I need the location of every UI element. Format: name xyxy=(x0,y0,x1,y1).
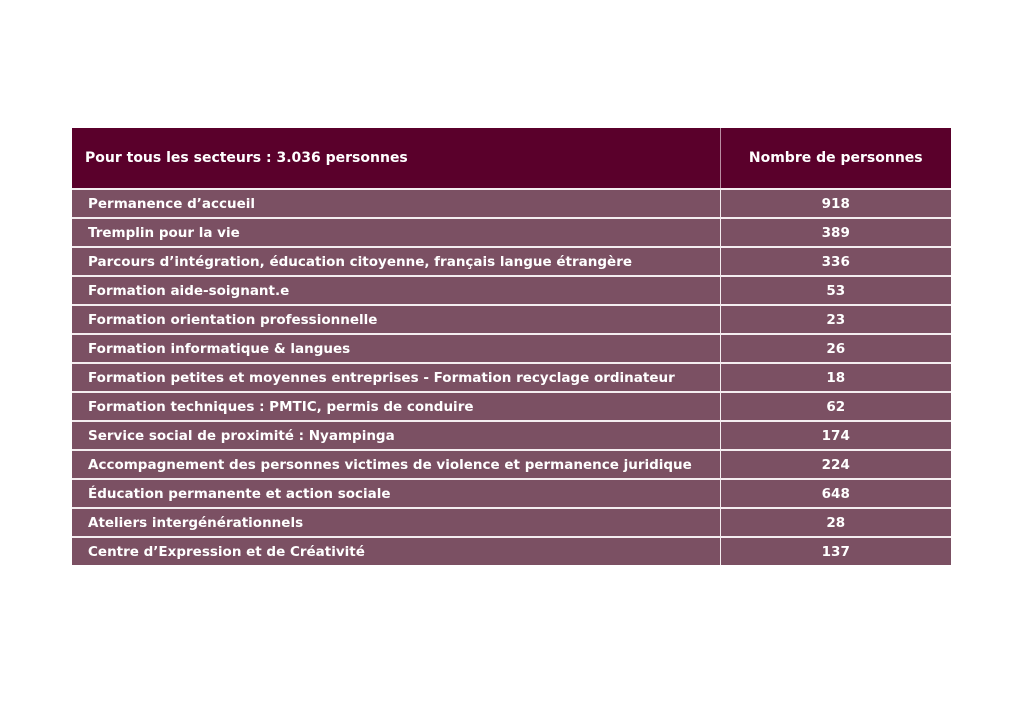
row-value: 918 xyxy=(720,189,951,218)
table-row xyxy=(72,392,951,421)
header-people-count: Nombre de personnes xyxy=(720,128,951,189)
table-row xyxy=(72,450,951,479)
row-label: Formation techniques : PMTIC, permis de conduire xyxy=(72,392,720,421)
row-label: Centre d’Expression et de Créativité xyxy=(72,537,720,565)
table-row xyxy=(72,479,951,508)
row-label: Formation orientation professionnelle xyxy=(72,305,720,334)
table-row xyxy=(72,218,951,247)
row-label: Éducation permanente et action sociale xyxy=(72,479,720,508)
row-value: 28 xyxy=(720,508,951,537)
table-row xyxy=(72,508,951,537)
row-label: Formation petites et moyennes entreprises - Formation recyclage ordinateur xyxy=(72,363,720,392)
row-label: Formation aide-soignant.e xyxy=(72,276,720,305)
table-row xyxy=(72,247,951,276)
row-value: 62 xyxy=(720,392,951,421)
table-row xyxy=(72,421,951,450)
row-value: 18 xyxy=(720,363,951,392)
row-value: 224 xyxy=(720,450,951,479)
row-label: Tremplin pour la vie xyxy=(72,218,720,247)
row-value: 648 xyxy=(720,479,951,508)
table-row xyxy=(72,537,951,565)
row-label: Parcours d’intégration, éducation citoyenne, français langue étrangère xyxy=(72,247,720,276)
table-row xyxy=(72,189,951,218)
row-value: 174 xyxy=(720,421,951,450)
table-row xyxy=(72,363,951,392)
row-label: Formation informatique & langues xyxy=(72,334,720,363)
row-label: Permanence d’accueil xyxy=(72,189,720,218)
row-label: Ateliers intergénérationnels xyxy=(72,508,720,537)
table-header-row xyxy=(72,128,951,189)
table-row xyxy=(72,334,951,363)
row-value: 26 xyxy=(720,334,951,363)
row-label: Service social de proximité : Nyampinga xyxy=(72,421,720,450)
table-row xyxy=(72,276,951,305)
row-value: 137 xyxy=(720,537,951,565)
header-sectors-total: Pour tous les secteurs : 3.036 personnes xyxy=(72,128,720,189)
table-row xyxy=(72,305,951,334)
row-value: 53 xyxy=(720,276,951,305)
row-label: Accompagnement des personnes victimes de violence et permanence juridique xyxy=(72,450,720,479)
row-value: 23 xyxy=(720,305,951,334)
row-value: 389 xyxy=(720,218,951,247)
sectors-table xyxy=(72,128,951,565)
row-value: 336 xyxy=(720,247,951,276)
